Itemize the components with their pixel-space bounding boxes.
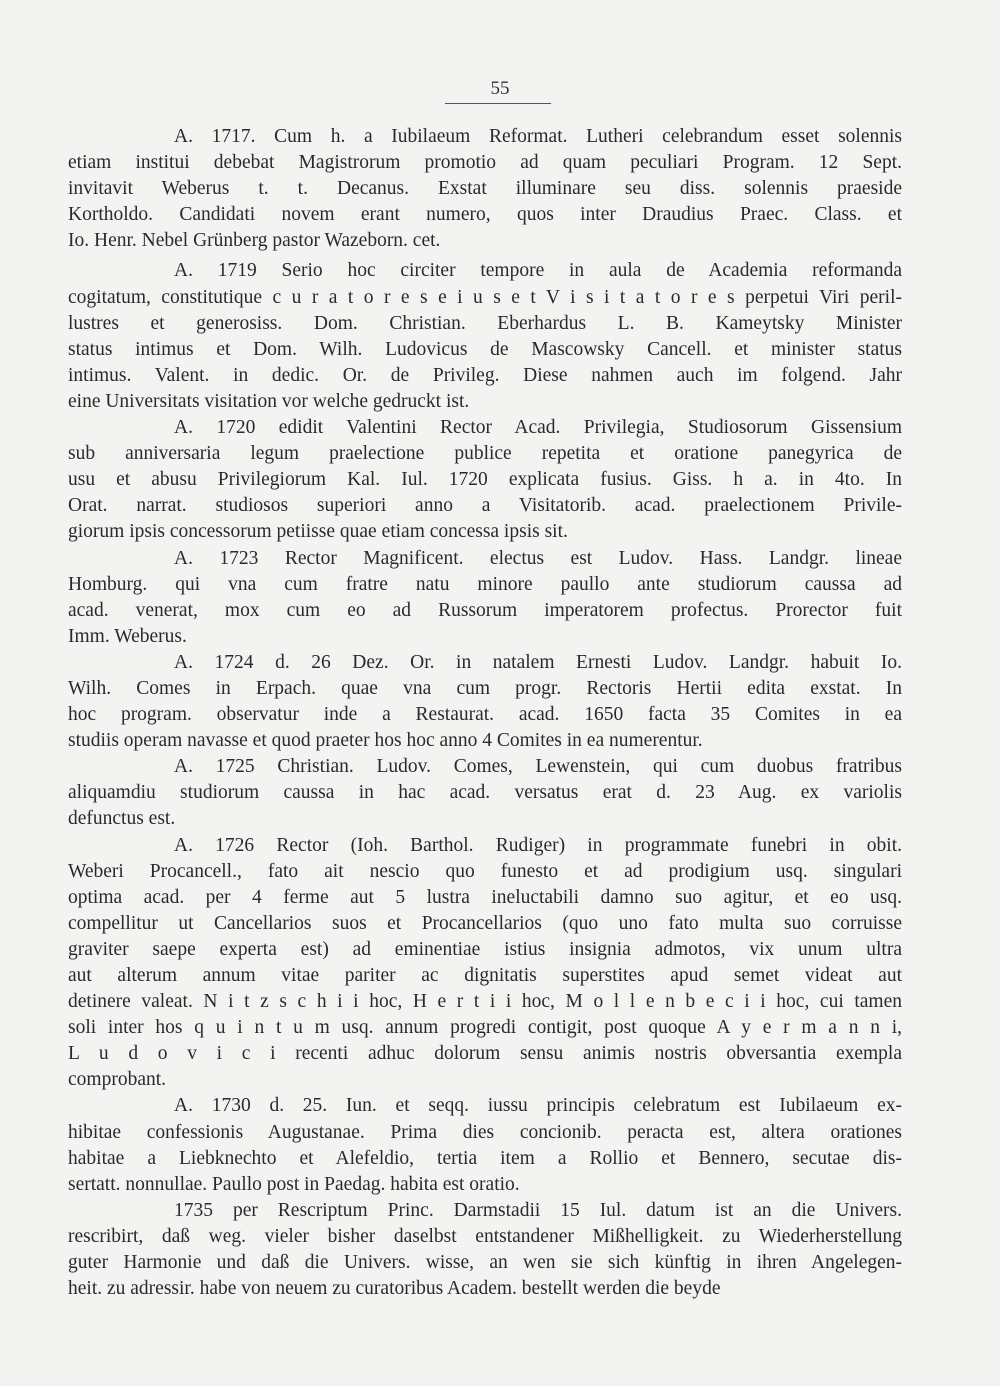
paragraph [68,1093,902,1197]
text-line: status intimus et Dom. Wilh. Ludovicus de Mascowsky Cancell. et minister status [68,338,902,360]
text-line: Wilh. Comes in Erpach. quae vna cum progr. Rectoris Hertii edita exstat. In [68,677,902,699]
text-line: A. 1725 Christian. Ludov. Comes, Lewenstein, qui cum duobus fratribus [174,756,902,778]
text-line: Io. Henr. Nebel Grünberg pastor Wazeborn. cet. [68,230,441,252]
text-line: studiis operam navasse et quod praeter hos hoc anno 4 Comites in ea numerentur. [68,730,703,752]
page-body [68,124,902,1302]
paragraph [68,258,902,415]
paragraph [68,124,902,254]
text-line: compellitur ut Cancellarios suos et Procancellarios (quo uno fato multa suo corruisse [68,912,902,934]
text-line: defunctus est. [68,808,176,830]
text-line: Kortholdo. Candidati novem erant numero, quos inter Draudius Praec. Class. et [68,204,902,226]
text-line: A. 1726 Rector (Ioh. Barthol. Rudiger) in programmate funebri in obit. [174,834,902,856]
text-line: A. 1723 Rector Magnificent. electus est Ludov. Hass. Landgr. lineae [174,547,902,569]
text-line: Weberi Procancell., fato ait nescio quo funesto et ad prodigium usq. singulari [68,860,902,882]
text-line: heit. zu adressir. habe von neuem zu curatoribus Academ. bestellt werden die beyde [68,1278,721,1300]
paragraph [68,754,902,832]
header-rule [445,103,551,104]
text-line: aliquamdiu studiorum caussa in hac acad. versatus erat d. 23 Aug. ex variolis [68,782,902,804]
text-line: graviter saepe experta est) ad eminentiae istius insignia admotos, vix unum ultra [68,938,902,960]
text-line: etiam institui debebat Magistrorum promotio ad quam peculiari Program. 12 Sept. [68,152,902,174]
text-line: A. 1720 edidit Valentini Rector Acad. Privilegia, Studiosorum Gissensium [174,417,902,439]
text-line: comprobant. [68,1069,167,1091]
text-line: Orat. narrat. studiosos superiori anno a Visitatorib. acad. praelectionem Privile- [68,495,902,517]
text-line: giorum ipsis concessorum petiisse quae etiam concessa ipsis sit. [68,521,568,543]
text-line: L u d o v i c i recenti adhuc dolorum sensu animis nostris obversantia exempla [68,1043,902,1065]
text-line: aut alterum annum vitae pariter ac dignitatis superstites apud semet videat aut [68,965,902,986]
text-line: usu et abusu Privilegiorum Kal. Iul. 1720 explicata fusius. Giss. h a. in 4to. In [68,469,902,491]
text-line: detinere valeat. N i t z s c h i i hoc, H e r t i i hoc, M o l l e n b e c i i hoc, cui tamen [68,991,902,1013]
text-line: soli inter hos q u i n t u m usq. annum progredi contigit, post quoque A y e r m a n n i, [68,1017,902,1039]
text-line: sertatt. nonnullae. Paullo post in Paedag. habita est oratio. [68,1173,520,1195]
paragraph [68,546,902,650]
text-line: Homburg. qui vna cum fratre natu minore paullo ante studiorum caussa ad [68,573,902,595]
text-line: habitae a Liebknechto et Alefeldio, tertia item a Rollio et Bennero, secutae dis- [68,1147,902,1169]
text-line: A. 1719 Serio hoc circiter tempore in aula de Academia reformanda [174,260,902,282]
text-line: rescribirt, daß weg. vieler bisher daselbst entstandener Mißhelligkeit. zu Wiederherstellung [68,1225,902,1247]
text-line: 1735 per Rescriptum Princ. Darmstadii 15 Iul. datum ist an die Univers. [174,1199,902,1221]
text-line: intimus. Valent. in dedic. Or. de Privileg. Diese nahmen auch im folgend. Jahr [68,364,902,386]
text-line: invitavit Weberus t. t. Decanus. Exstat illuminare seu diss. solennis praeside [68,178,902,200]
text-line: acad. venerat, mox cum eo ad Russorum imperatorem profectus. Prorector fuit [68,599,902,621]
text-line: hoc program. observatur inde a Restaurat. acad. 1650 facta 35 Comites in ea [68,704,902,726]
text-line: guter Harmonie und daß die Univers. wisse, an wen sie sich künftig in ihren Angelegen- [68,1252,902,1274]
text-line: optima acad. per 4 ferme aut 5 lustra ineluctabili damno suo agitur, et eo usq. [68,886,902,908]
page-number: 55 [490,78,510,99]
text-line: lustres et generosiss. Dom. Christian. Eberhardus L. B. Kameytsky Minister [68,312,902,334]
paragraph [68,1198,902,1302]
paragraph [68,833,902,1094]
text-line: Imm. Weberus. [68,625,187,647]
text-line: sub anniversaria legum praelectione publice repetita et oratione panegyrica de [68,443,902,465]
text-line: A. 1730 d. 25. Iun. et seqq. iussu principis celebratum est Iubilaeum ex- [174,1095,902,1117]
paragraph [68,415,902,545]
paragraph [68,650,902,754]
text-line: A. 1724 d. 26 Dez. Or. in natalem Ernesti Ludov. Landgr. habuit Io. [174,651,902,673]
text-line: eine Universitats visitation vor welche gedruckt ist. [68,390,470,412]
text-line: cogitatum, constitutique c u r a t o r e s e i u s e t V i s i t a t o r e s perpetui Viri peril- [68,286,902,308]
text-line: hibitae confessionis Augustanae. Prima dies concionib. peracta est, altera orationes [68,1121,902,1143]
text-line: A. 1717. Cum h. a Iubilaeum Reformat. Lutheri celebrandum esset solennis [174,126,902,147]
